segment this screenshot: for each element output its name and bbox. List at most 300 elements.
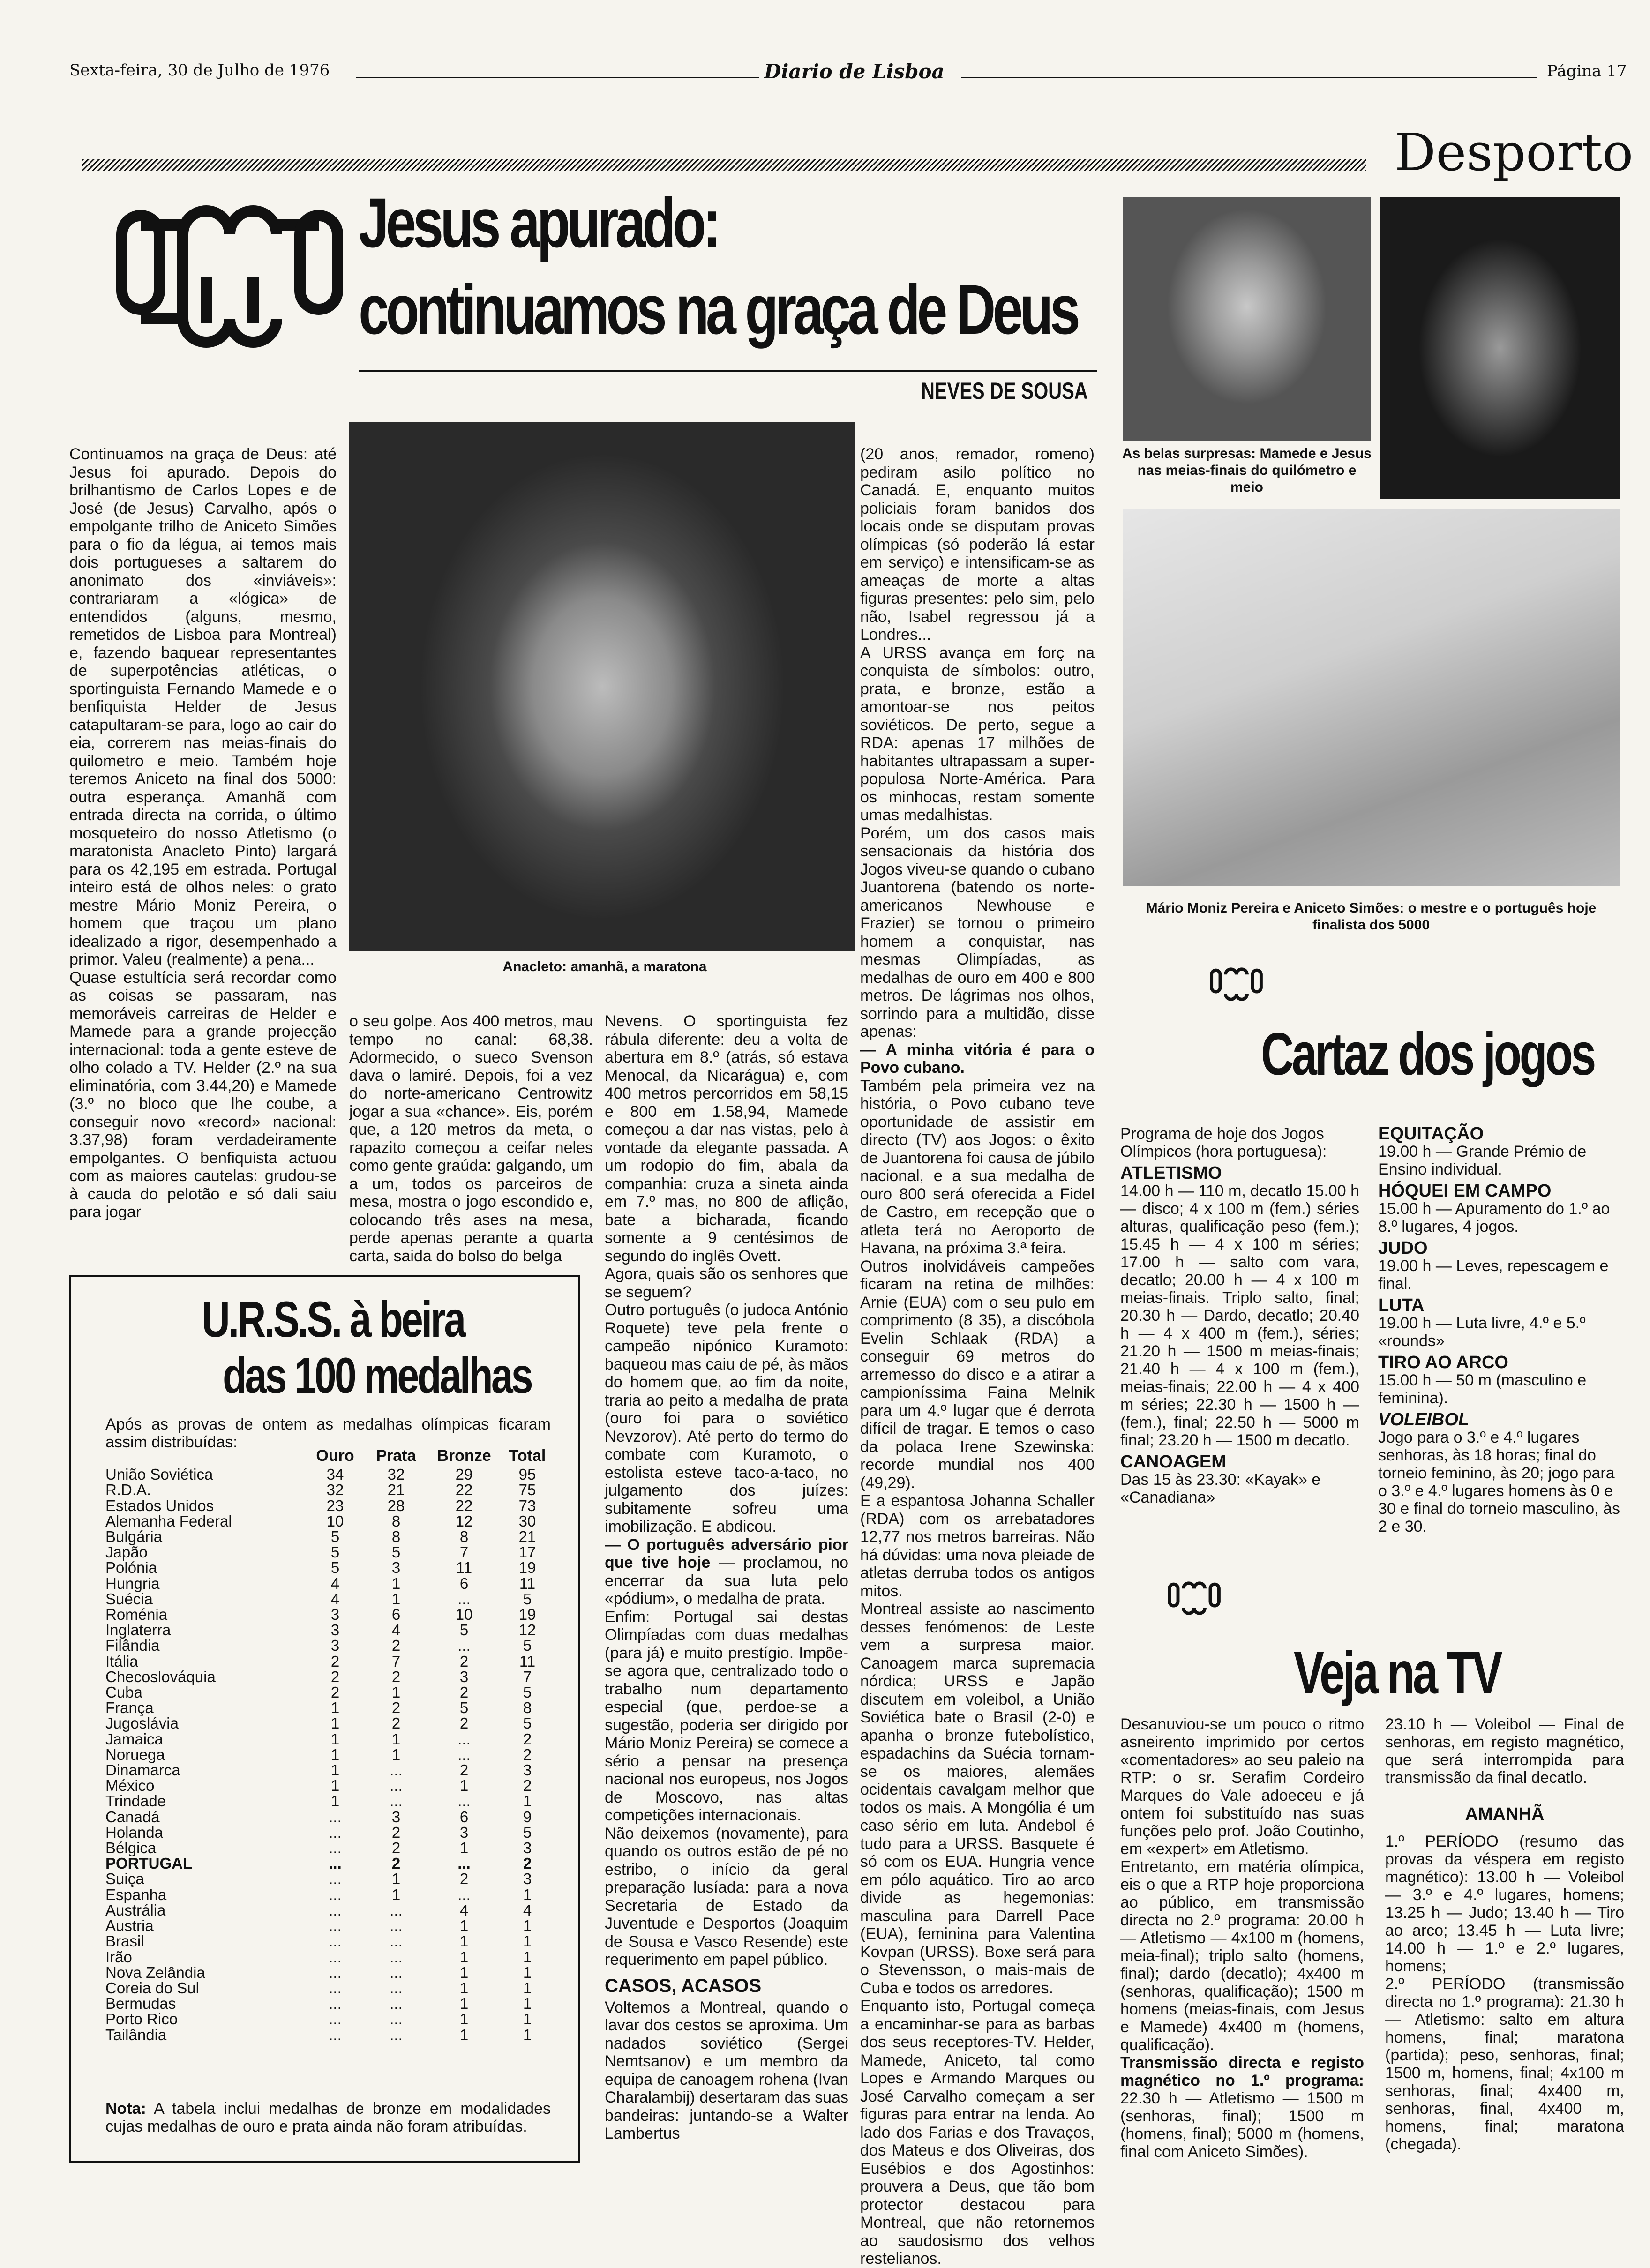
medal-count-cell: 1 [330,1745,340,1763]
header-rule-right [961,77,1538,78]
medal-count-cell: 1 [330,1777,340,1795]
page-number: Página 17 [1547,62,1627,81]
medal-count-cell: 2 [523,1730,532,1748]
table-row [105,1654,555,1669]
table-row [105,1747,555,1762]
cartaz-cat-atletismo: ATLETISMO [1120,1163,1222,1183]
medal-count-cell: 1 [523,1917,532,1935]
medal-count-cell: ... [458,1637,471,1654]
table-row [105,1715,555,1731]
medal-count-cell: ... [390,1901,403,1919]
table-row [105,1856,555,1871]
country-cell: Porto Rico [105,2010,178,2028]
medal-count-cell: ... [329,1979,342,1997]
medal-table-header: Total [509,1447,546,1465]
country-cell: Bélgica [105,1839,157,1857]
training-photo [1123,509,1620,886]
medal-count-cell: ... [329,1917,342,1935]
medal-table-header: Ouro [316,1447,354,1465]
cartaz-cat-judo: JUDO [1378,1238,1428,1258]
medal-table-header: Bronze [437,1447,491,1465]
medal-count-cell: 1 [523,2026,532,2043]
medal-count-cell: ... [458,1590,471,1608]
cartaz-cat-voleibol: VOLEIBOL [1378,1410,1470,1430]
table-row [105,1638,555,1653]
medal-count-cell: 95 [518,1466,536,1483]
medal-count-cell: 22 [455,1497,473,1514]
headline-rule [359,370,1097,372]
country-cell: Canadá [105,1808,160,1826]
medal-count-cell: 4 [330,1574,340,1592]
medal-count-cell: 1 [523,1886,532,1903]
medal-count-cell: 1 [391,1745,401,1763]
medal-count-cell: 3 [523,1761,532,1779]
table-row [105,1778,555,1793]
tv-title: Veja na TV [1294,1639,1501,1707]
medal-count-cell: 2 [459,1761,469,1779]
medal-count-cell: 2 [459,1652,469,1670]
medal-count-cell: 7 [523,1668,532,1685]
table-row [105,1809,555,1825]
medal-count-cell: ... [329,1870,342,1888]
medal-count-cell: 2 [391,1668,401,1685]
table-row [105,1980,555,1996]
medal-count-cell: ... [458,1792,471,1810]
medal-count-cell: 8 [523,1699,532,1717]
country-cell: Roménia [105,1606,168,1624]
medal-count-cell: 11 [519,1574,536,1592]
article-column-2 [349,1012,593,1265]
medal-count-cell: ... [329,1886,342,1903]
medal-count-cell: 3 [391,1559,401,1577]
medal-count-cell: 2 [391,1823,401,1841]
table-row [105,2011,555,2027]
country-cell: Tailândia [105,2026,167,2043]
table-row [105,1669,555,1684]
medal-count-cell: 1 [459,1777,469,1795]
medal-count-cell: 1 [523,1963,532,1981]
note-text: A tabela inclui medalhas de bronze em modalidades cujas medalhas de ouro e prata ainda não foram atribuídas. [105,2100,551,2135]
quote-bold: — O português adversário pior que tive hoje [605,1535,848,1572]
medal-count-cell: 1 [391,1886,401,1903]
table-row [105,1918,555,1933]
medal-count-cell: ... [329,1963,342,1981]
tv-bold: Transmissão directa e registo magnético no 1.º programa: [1120,2054,1364,2089]
medal-count-cell: ... [329,2026,342,2043]
medal-count-cell: ... [458,1886,471,1903]
medal-table-title-2: das 100 medalhas [223,1347,532,1404]
article-para: Voltemos a Montreal, quando o lavar dos cestos se aproxima. Um nadados soviético (Sergei Nemtsanov) e um membro da equipa de canoagem rohena (Ivan Charalambij) desertaram das suas bandeiras: juntando-se a Walter Lambertus [605,1998,848,2142]
country-cell: Cuba [105,1684,142,1701]
article-para: Montreal assiste ao nascimento desses fenómenos: de Leste vem a surpresa maior. Canoagem marca supremacia nórdica; URSS e Japão discutem em voleibol, a União Soviética bate o Brasil (2-0) e apanha o bronze futebolístico, espadachins da Suécia tornam-se os maiores, alemães ocidentais cavalgam melhor que todos os mais. A Mongólia é um caso sério em luta. Andebol é tudo para a URSS. Basquete é só com os EUA. Hungria vence em pólo aquático. Tiro ao arco divide as hegemonias: masculina para Darrell Pace (EUA), feminina para Valentina Kovpan (URSS). Boxe será para o Stevensson, o mais-mais de Cuba e todos os arredores. [860,1600,1095,1997]
country-cell: PORTUGAL [105,1855,193,1872]
article-para: Agora, quais são os senhores que se seguem? [605,1265,848,1301]
anacleto-caption: Anacleto: amanhã, a maratona [502,959,707,974]
country-cell: Filândia [105,1637,160,1654]
medal-count-cell: ... [390,1948,403,1966]
medal-count-cell: 1 [459,1948,469,1966]
medal-count-cell: 2 [523,1855,532,1872]
medal-count-cell: 32 [326,1481,344,1499]
medal-count-cell: 5 [330,1559,340,1577]
medal-count-cell: 22 [455,1481,473,1499]
medal-count-cell: 2 [391,1839,401,1857]
medal-count-cell: 1 [459,1932,469,1950]
medal-count-cell: 1 [523,1995,532,2013]
medal-count-cell: ... [390,1932,403,1950]
country-cell: R.D.A. [105,1481,151,1499]
medal-count-cell: ... [458,1745,471,1763]
medal-count-cell: 10 [326,1512,344,1530]
note-label: Nota: [105,2100,146,2118]
country-cell: França [105,1699,154,1717]
casos-heading: CASOS, ACASOS [605,1975,762,1996]
tv-para: Entretanto, em matéria olímpica, eis o que a RTP hoje proporciona ao público, em transmissão directa no 2.º programa: 20.00 h — Atletismo — 4x100 m (homens, meia-final); triplo salto (homens, final); dardo (decatlo); 4x400 m (senhoras, qualificação); 1500 m homens (meias-finais, com Jesus e Mamede) 4x400 m (homens, qualificação). [1120,1858,1364,2054]
medal-count-cell: 7 [391,1652,401,1670]
medal-count-cell: 5 [523,1590,532,1608]
cartaz-atletismo: 14.00 h — 110 m, decatlo 15.00 h — disco; 4 x 100 m (fem.) séries alturas, qualificação peso (fem.); 15.45 h — 4 x 100 m séries; 17.00 h — salto com vara, decatlo; 20.00 h — 4 x 100 m meias-finais. Triplo salto, final; 20.30 h — Dardo, decatlo; 20.40 h — 4 x 400 m (fem.), séries; 21.20 h — 1500 m meias-finais; 21.40 h — 4 x 100 m (fem.), meias-finais; 22.00 h — 4 x 400 m séries; 22.30 h — 1500 h — (fem.), final; 22.50 h — 5000 m final; 23.20 h — 1500 m decatlo. [1120,1182,1359,1449]
medal-count-cell: 3 [523,1870,532,1888]
medal-count-cell: 1 [391,1574,401,1592]
medal-count-cell: 2 [459,1714,469,1732]
medal-count-cell: 3 [330,1621,340,1639]
medal-count-cell: 6 [459,1808,469,1826]
medal-count-cell: 1 [523,1979,532,1997]
table-row [105,1513,555,1529]
medal-count-cell: 12 [518,1621,536,1639]
medal-count-cell: ... [458,1730,471,1748]
cartaz-column-1 [1120,1125,1359,1506]
country-cell: Hungria [105,1574,160,1592]
medal-count-cell: 5 [459,1699,469,1717]
table-row [105,1684,555,1700]
byline: NEVES DE SOUSA [921,378,1088,404]
medal-count-cell: ... [329,1823,342,1841]
medal-count-cell: 2 [459,1684,469,1701]
medal-count-cell: 21 [387,1481,405,1499]
article-para: Outro português (o judoca António Roquete) teve pela frente o campeão nipónico Kuramoto: baqueou mas caiu de pé, às mãos do homem que, ao fim da noite, traria ao peito a medalha de prata (ouro foi para o soviético Nevzorov). Até perto do termo do combate com Kuramoto, o estolista esteve taco-a-taco, no julgamento dos juízes: subitamente sofreu uma imobilização. E abdicou. [605,1301,848,1535]
medal-count-cell: 1 [459,1995,469,2013]
medal-count-cell: 2 [523,1777,532,1795]
article-column-3 [605,1012,848,2143]
medal-count-cell: 11 [519,1652,536,1670]
country-cell: Polónia [105,1559,158,1577]
header-rule-left [356,77,759,78]
medal-count-cell: 28 [387,1497,405,1514]
medal-count-cell: 1 [330,1730,340,1748]
tv-text: 22.30 h — Atletismo — 1500 m (senhoras, final); 1500 m (homens, final); 5000 m (homens, final com Aniceto Simões). [1120,2089,1364,2161]
medal-count-cell: 8 [391,1512,401,1530]
country-cell: México [105,1777,155,1795]
table-row [105,1965,555,1980]
table-row [105,1622,555,1638]
medal-count-cell: 1 [523,1792,532,1810]
medal-count-cell: 30 [518,1512,536,1530]
tv-column-2 [1385,1715,1624,2153]
tv-column-1 [1120,1715,1364,2161]
medal-count-cell: ... [390,2026,403,2043]
medal-count-cell: ... [329,1995,342,2013]
tv-para: 23.10 h — Voleibol — Final de senhoras, em registo magnético, que será interrompida para transmissão da final decatlo. [1385,1715,1624,1787]
medal-count-cell: 2 [391,1855,401,1872]
medal-count-cell: 3 [330,1606,340,1624]
country-cell: Austrália [105,1901,166,1919]
table-row [105,1793,555,1809]
country-cell: Inglaterra [105,1621,171,1639]
medal-count-cell: 2 [330,1652,340,1670]
medal-count-cell: 1 [330,1761,340,1779]
headline-line-1: Jesus apurado: [359,183,718,262]
medal-count-cell: 29 [455,1466,473,1483]
medal-count-cell: 12 [455,1512,473,1530]
cartaz-title: Cartaz dos jogos [1261,1021,1594,1088]
article-para: Não deixemos (novamente), para quando os outros estão de pé no estribo, o início da geral preparação lusíada: para a nova Secretaria de Estado da Juventude e Desportos (Joaquim de Sousa e Vasco Resende) este requerimento em papel público. [605,1824,848,1969]
medal-count-cell: 1 [391,1870,401,1888]
medal-count-cell: 1 [330,1699,340,1717]
table-row [105,1949,555,1965]
medal-count-cell: ... [390,2010,403,2028]
article-para: Nevens. O sportinguista fez rábula diferente: deu a volta de abertura em 8.º (atrás, só estava Menocal, da Nicarágua) e, com 400 metros percorridos em 58,15 e 800 em 1.58,94, Mamede começou a dar nas vistas, pelo à vontade da elegante passada. A um rodopio do fim, abala da companhia: cruza a sineta ainda em 7.º mas, no 800 de aflição, bate a bicharada, ficando somente a 9 centésimos de segundo do inglês Ovett. [605,1012,848,1265]
article-para: Enfim: Portugal sai destas Olimpíadas com duas medalhas (para já) e muito prestígio. Impõe-se agora que, centralizado todo o trabalho num departamento especial (que, perdoe-se a sugestão, poderia ser dirigido por Mário Moniz Pereira) se comece a sério a pensar na presença nacional nos europeus, nos Jogos de Moscovo, nas altas competições internacionais. [605,1608,848,1824]
medal-table-header [105,1448,307,1467]
medal-count-cell: 1 [459,1917,469,1935]
article-para: Outros inolvidáveis campeões ficaram na retina de milhões: Arnie (EUA) com o seu pulo em comprimento (8 35), a discóbola Evelin Schlaak (RDA) a conseguir 69 metros do arremesso do disco e a atirar a campioníssima Faina Melnik para um 4.º lugar que é derrota difícil de tragar. E temos o caso da polaca Irene Szewinska: recorde mundial nos 400 (49,29). [860,1257,1095,1492]
medal-count-cell: 8 [391,1528,401,1546]
medal-count-cell: 1 [523,2010,532,2028]
amanha-heading: AMANHÃ [1465,1804,1545,1824]
medal-count-cell: 1 [523,1932,532,1950]
table-row [105,2027,555,2043]
medal-count-cell: ... [329,1808,342,1826]
medal-count-cell: 34 [326,1466,344,1483]
table-row [105,1576,555,1591]
country-cell: Jamaica [105,1730,163,1748]
medal-count-cell: ... [458,1855,471,1872]
table-row [105,1887,555,1902]
cartaz-tiro: 15.00 h — 50 m (masculino e feminina). [1378,1371,1587,1407]
medal-count-cell: ... [390,1963,403,1981]
article-para: — A minha vitória é para o Povo cubano. [860,1040,1095,1077]
cartaz-intro: Programa de hoje dos Jogos Olímpicos (hora portuguesa): [1120,1125,1327,1160]
article-para [605,1536,848,1608]
article-para: Quase estultícia será recordar como as coisas se passaram, nas memoráveis carreiras de Helder e Mamede para a grande projecção internacional: toda a gente esteve de olho colado a TV. Helder (2.º na sua eliminatória, com 3.44,20) e Mamede (3.º no bloco que lhe coube, a conseguir novo «record» nacional: 3.37,98) foram verdadeiramente empolgantes. O benfiquista actuou com as maiores cautelas: grudou-se à cauda do pelotão e só dali saiu para jogar [69,968,337,1221]
medal-count-cell: 7 [459,1543,469,1561]
tv-para: Desanuviou-se um pouco o ritmo asneirento imprimido por certos «comentadores» ao seu paleio na RTP: o sr. Serafim Cordeiro Marques do Vale adoeceu e já ontem foi substituído nas suas funções pelo prof. João Coutinho, em «expert» em Atletismo. [1120,1715,1364,1858]
medal-count-cell: 5 [459,1621,469,1639]
medal-count-cell: 1 [459,2026,469,2043]
country-cell: Noruega [105,1745,165,1763]
cartaz-cat-equitacao: EQUITAÇÃO [1378,1124,1484,1144]
country-cell: Itália [105,1652,138,1670]
medal-count-cell: 2 [459,1870,469,1888]
medal-count-cell: 2 [523,1745,532,1763]
medal-count-cell: 1 [523,1948,532,1966]
cartaz-luta: 19.00 h — Luta livre, 4.º e 5.º «rounds» [1378,1314,1586,1350]
article-column-1 [69,445,337,1221]
table-row [105,1482,555,1497]
medal-count-cell: 3 [391,1808,401,1826]
table-row [105,1467,555,1482]
medal-count-cell: ... [390,1979,403,1997]
article-para: o seu golpe. Aos 400 metros, mau tempo no canal: 68,38. Adormecido, o sueco Svenson dava o lamiré. Depois, foi a vez do norte-americano Centrowitz jogar a sua «chance». Eis, porém que, a 120 metros da meta, o rapazito começou a ceifar neles como gente graúda: galgando, um a um, todos os parceiros de mesa, mostra o jogo escondido e, colocando três ases na mesa, perde apenas perante a quarta carta, saida do bolso do belga [349,1012,593,1265]
medal-count-cell: 23 [326,1497,344,1514]
article-para: (20 anos, remador, romeno) pediram asilo político no Canadá. E, enquanto muitos policiais foram banidos dos locais onde se disputam provas olímpicas (só poderão lá estar em serviço) e intensificam-se as ameaças de morte a altas figuras presentes: pelo sim, pelo não, Isabel regressou já a Londres... [860,445,1095,644]
medal-count-cell: 2 [391,1699,401,1717]
medal-count-cell: 1 [391,1730,401,1748]
medal-count-cell: 73 [518,1497,536,1514]
country-cell: Bermudas [105,1995,176,2013]
medal-count-cell: 75 [518,1481,536,1499]
medal-count-cell: 2 [330,1668,340,1685]
medal-table [105,1448,555,2043]
montreal-olympics-logo-icon [112,206,347,347]
medal-count-cell: ... [329,1948,342,1966]
table-row [105,1996,555,2011]
medal-count-cell: 6 [391,1606,401,1624]
cartaz-canoagem: Das 15 às 23.30: «Kayak» e «Canadiana» [1120,1471,1321,1506]
table-row [105,1498,555,1513]
article-para: E a espantosa Johanna Schaller (RDA) com os arrebatadores 12,77 nos metros barreiras. Não há dúvidas: uma nova pleiade de atletas derruba todos os antigos mitos. [860,1492,1095,1600]
medal-count-cell: ... [390,1995,403,2013]
country-cell: Dinamarca [105,1761,180,1779]
mamede-photo [1123,197,1371,441]
table-row [105,1933,555,1949]
medal-count-cell: 5 [523,1637,532,1654]
medal-table-header: Prata [376,1447,416,1465]
table-row [105,1544,555,1560]
cartaz-cat-hoquei: HÓQUEI EM CAMPO [1378,1181,1552,1201]
country-cell: Bulgária [105,1528,163,1546]
medal-count-cell: 2 [391,1714,401,1732]
medal-table-intro: Após as provas de ontem as medalhas olímpicas ficaram assim distribuídas: [105,1415,551,1451]
medal-count-cell: ... [329,1901,342,1919]
medal-count-cell: 5 [330,1543,340,1561]
tv-para: 1.º PERÍODO (resumo das provas da véspera em registo magnético): 13.00 h — Voleibol — 3.º e 4.º lugares, homens; 13.25 h — Judo; 13.40 h — Tiro ao arco; 13.45 h — Luta livre; 14.00 h — 1.º e 2.º lugares, homens; [1385,1833,1624,1975]
medal-count-cell: 5 [523,1714,532,1732]
medal-count-cell: 5 [523,1684,532,1701]
country-cell: Coreia do Sul [105,1979,199,1997]
medal-count-cell: 19 [518,1606,536,1624]
cartaz-equitacao: 19.00 h — Grande Prémio de Ensino individual. [1378,1143,1587,1178]
medal-table-title-1: U.R.S.S. à beira [202,1291,465,1347]
table-row [105,1825,555,1840]
article-para: Porém, um dos casos mais sensacionais da história dos Jogos viveu-se quando o cubano Juantorena (batendo os norte-americanos Newhouse e Frazier) se tornou o primeiro homem a conquistar, nas mesmas Olimpíadas, as medalhas de ouro em 400 e 800 metros. De lágrimas nos olhos, sorrindo para a multidão, disse apenas: [860,824,1095,1040]
medal-count-cell: 1 [459,1963,469,1981]
medal-count-cell: 21 [518,1528,536,1546]
medal-count-cell: 1 [330,1792,340,1810]
country-cell: Nova Zelândia [105,1963,205,1981]
cartaz-cat-luta: LUTA [1378,1295,1425,1315]
country-cell: Suécia [105,1590,153,1608]
medal-count-cell: ... [329,1932,342,1950]
medal-count-cell: 6 [459,1574,469,1592]
country-cell: Jugoslávia [105,1714,179,1732]
medal-count-cell: 2 [330,1684,340,1701]
tv-para: 2.º PERÍODO (transmissão directa no 1.º programa): 21.30 h — Atletismo: salto em altura homens, final; maratona (partida); peso, senhoras, final; 1500 m, homens, final; 4x100 m senhoras, final; 4x400 m, senhoras, final, 4x400 m, homens, final; maratona (chegada). [1385,1975,1624,2153]
medal-count-cell: 1 [459,2010,469,2028]
medal-count-cell: 5 [523,1823,532,1841]
photo-caption-mid: Mário Moniz Pereira e Aniceto Simões: o mestre e o português hoje finalista dos 5000 [1146,900,1597,933]
quote-text: — proclamou, no encerrar da sua luta pelo «pódium», o medalha de prata. [605,1554,848,1608]
olympics-logo-small-icon [1209,966,1263,1003]
country-cell: Holanda [105,1823,163,1841]
medal-count-cell: 1 [391,1590,401,1608]
medal-count-cell: 1 [330,1714,340,1732]
table-row [105,1607,555,1622]
medal-count-cell: 1 [391,1684,401,1701]
table-row [105,1591,555,1607]
table-row [105,1529,555,1544]
medal-count-cell: ... [329,2010,342,2028]
cartaz-column-2 [1378,1125,1622,1535]
article-para: Também pela primeira vez na história, o Povo cubano teve oportunidade de assistir em directo (TV) aos Jogos: o êxito de Juantorena foi causa de júbilo nacional, e a sua medalha de ouro 800 será oferecida a Fidel de Castro, em recepção que o atleta terá no Aeroporto de Havana, na próxima 3.ª feira. [860,1077,1095,1257]
medal-count-cell: 2 [391,1637,401,1654]
jesus-photo [1380,197,1620,499]
article-para: A URSS avança em forç na conquista de símbolos: outro, prata, e bronze, estão a amontoar-se nos peitos soviéticos. De perto, segue a RDA: apenas 17 milhões de habitantes ultrapassam a super-populosa Norte-América. Para os minhocas, restam somente umas medalhistas. [860,644,1095,824]
medal-count-cell: 9 [523,1808,532,1826]
medal-count-cell: 3 [459,1823,469,1841]
section-hatch-band [82,159,1366,171]
photo-caption-top: As belas surpresas: Mamede e Jesus nas meias-finais do quilómetro e meio [1122,446,1372,495]
article-para: Continuamos na graça de Deus: até Jesus foi apurado. Depois do brilhantismo de Carlos Lopes e de José (de Jesus) Carvalho, após o empolgante trilho de Aniceto Simões para o fio da légua, ai temos mais dois portugueses a saltarem do anonimato dos «inviáveis»: contrariaram a «lógica» de entendidos (alguns, mesmo, remetidos de Lisboa para Montreal) e, fazendo baquear representantes de superpotências atléticas, o sportinguista Fernando Mamede e o benfiquista Helder de Jesus catapultaram-se para, logo ao cair do eia, correrem nas meias-finais do quilometro e meio. Também hoje teremos Aniceto na final dos 5000: outra esperança. Amanhã com entrada directa na corrida, o último mosqueteiro do nosso Atletismo (o maratonista Anacleto Pinto) largará para os 42,195 em estrada. Portugal inteiro está de olhos neles: o grato mestre Mário Moniz Pereira, o homem que traçou um plano idealizado a rigor, desempenhado a primor. Valeu (realmente) a pena... [69,445,337,968]
medal-count-cell: 4 [391,1621,401,1639]
medal-table-note [105,2100,551,2135]
cartaz-cat-tiro: TIRO AO ARCO [1378,1353,1508,1372]
tv-para [1120,2054,1364,2161]
medal-count-cell: 5 [330,1528,340,1546]
country-cell: Trindade [105,1792,166,1810]
medal-count-cell: 4 [459,1901,469,1919]
medal-count-cell: 1 [459,1839,469,1857]
country-cell: Japão [105,1543,148,1561]
masthead: Diario de Lisboa [764,60,945,83]
medal-count-cell: 3 [523,1839,532,1857]
cartaz-judo: 19.00 h — Leves, repescagem e final. [1378,1257,1609,1293]
article-column-4 [860,445,1095,2268]
medal-count-cell: 1 [459,1979,469,1997]
medal-count-cell: ... [390,1792,403,1810]
country-cell: União Soviética [105,1466,213,1483]
cartaz-hoquei: 15.00 h — Apuramento do 1.º ao 8.º lugares, 4 jogos. [1378,1200,1610,1235]
section-title: Desporto [1395,122,1634,182]
medal-count-cell: ... [390,1777,403,1795]
cartaz-voleibol: Jogo para o 3.º e 4.º lugares senhoras, às 18 horas; final do torneio feminino, às 20; jogo para o 3.º e 4.º lugares homens às 0 e 30 e final do torneio masculino, às 2 e 30. [1378,1429,1620,1535]
country-cell: Irão [105,1948,132,1966]
country-cell: Austria [105,1917,154,1935]
country-cell: Brasil [105,1932,144,1950]
table-row [105,1762,555,1778]
medal-count-cell: ... [329,1839,342,1857]
anacleto-photo [349,422,855,951]
article-para: Enquanto isto, Portugal começa a encaminhar-se para as barbas dos seus receptores-TV. Helder, Mamede, Aniceto, tal como Lopes e Armando Marques ou José Carvalho começam a ser figuras para entrar na lenda. Ao lado dos Farias e dos Travaços, dos Mateus e dos Oliveiras, dos Eusébios e dos Agostinhos: prouvera a Deus, que tão bom protector destacou para Montreal, que não retornemos ao saudosismo dos velhos restelianos. [860,1997,1095,2268]
medal-count-cell: 3 [459,1668,469,1685]
medal-count-cell: 10 [455,1606,473,1624]
country-cell: Estados Unidos [105,1497,214,1514]
medal-count-cell: 5 [391,1543,401,1561]
country-cell: Alemanha Federal [105,1512,232,1530]
medal-count-cell: ... [390,1917,403,1935]
country-cell: Espanha [105,1886,167,1903]
cartaz-cat-canoagem: CANOAGEM [1120,1452,1226,1472]
table-row [105,1840,555,1856]
olympics-logo-small-icon [1167,1579,1221,1617]
country-cell: Suiça [105,1870,144,1888]
medal-count-cell: 3 [330,1637,340,1654]
table-row [105,1902,555,1918]
medal-count-cell: 32 [387,1466,405,1483]
headline-line-2: continuamos na graça de Deus [359,270,1077,349]
table-row [105,1560,555,1575]
